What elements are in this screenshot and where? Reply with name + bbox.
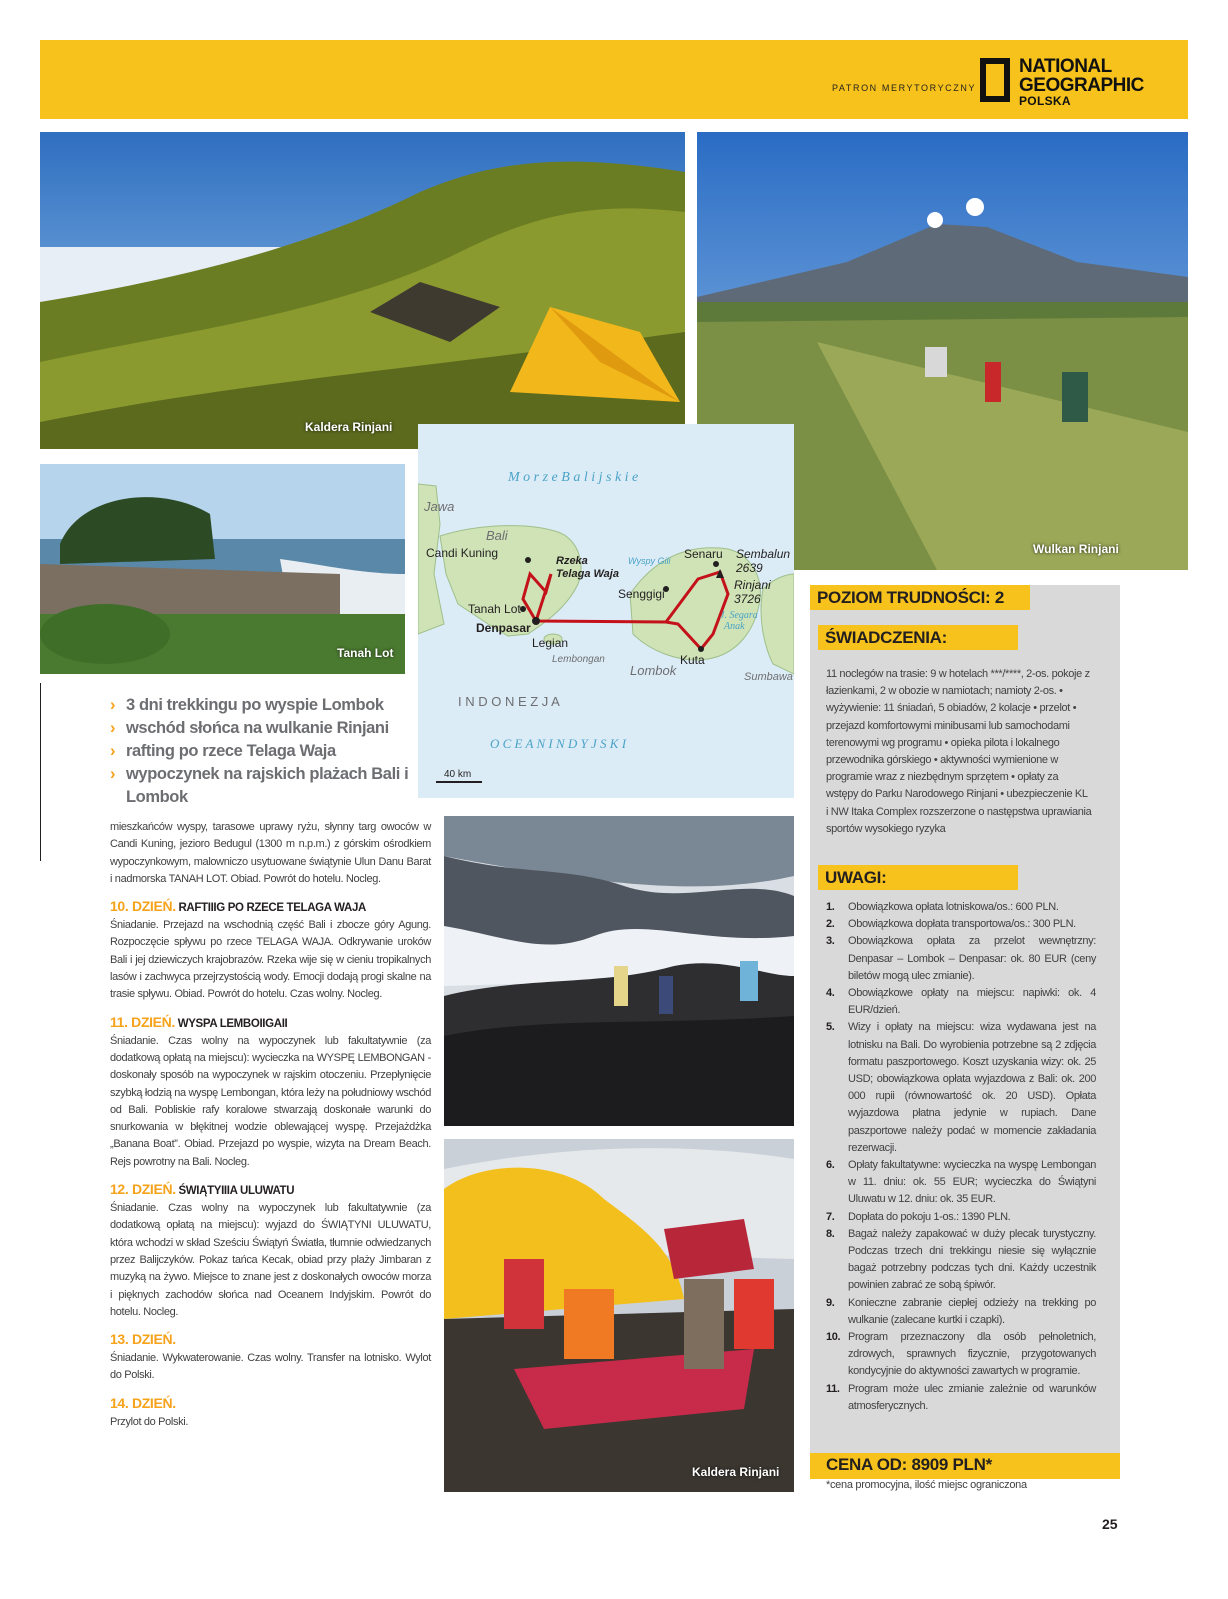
map-label-scale: 40 km bbox=[444, 769, 472, 780]
map-label-candi: Candi Kuning bbox=[426, 546, 499, 560]
map-label-senaru: Senaru bbox=[684, 547, 723, 561]
uwagi-number: 4. bbox=[826, 987, 835, 1000]
highlight-item bbox=[110, 740, 410, 763]
day-number: 13. DZIEŃ. bbox=[110, 1331, 176, 1348]
uwagi-text: Obowiązkowa dopłata transportowa/os.: 300 PLN. bbox=[848, 918, 1076, 931]
highlight-item bbox=[110, 717, 410, 740]
page-number: 25 bbox=[1102, 1516, 1118, 1532]
uwagi-text: Obowiązkowe opłaty na miejscu: napiwki: ok. 4 EUR/dzień. bbox=[848, 987, 1096, 1017]
photo-tanah-lot bbox=[40, 464, 405, 674]
uwagi-text: Konieczne zabranie ciepłej odzieży na trekking po wulkanie (zalecane kurtki i czapki). bbox=[848, 1296, 1096, 1326]
swiadczenia-text: 11 noclegów na trasie: 9 w hotelach ***/****, 2-os. pokoje z łazienkami, 2 w obozie w namiotach; namioty 2-os. • wyżywienie: 11 śniadań, 5 obiadów, 2 kolacje • przelot • przejazd komfortowymi minibusami lub samochodami terenowymi wg programu • opieka pilota i lokalnego przewodnika górskiego • aktywności wymienione w programie wraz z niezbędnym sprzętem • opłaty za wstępy do Parku Narodowego Rinjani • ubezpieczenie KL i NW Itaka Complex rozszerzone o następstwa uprawiania sportów wysokiego ryzyka bbox=[826, 668, 1092, 835]
uwagi-item bbox=[826, 1209, 1096, 1226]
caption-wulkan-rinjani: Wulkan Rinjani bbox=[1033, 542, 1119, 556]
day-10-body: Śniadanie. Przejazd na wschodnią część Bali i zbocze góry Agung. Rozpoczęcie spływu po rzece TELAGA WAJA. Odkrywanie uroków Bali i jej dziewiczych krajobrazów. Rzeka wije się w cieniu tropikalnych lasów i zachwyca przejrzystością wody. Emocji dodają progi skalne na trasie spływu. Obiad. Powrót do hotelu. Czas wolny. Nocleg. bbox=[110, 919, 431, 1001]
map-label-rzeka2: Telaga Waja bbox=[556, 568, 619, 580]
national-geographic-logo-frame bbox=[980, 58, 1010, 102]
uwagi-text: Opłaty fakultatywne: wycieczka na wyspę Lembongan w 11. dniu: ok. 55 EUR; wycieczka do Świątyni Uluwatu w 12. dniu: ok. 35 EUR. bbox=[848, 1159, 1096, 1206]
itinerary-column bbox=[110, 819, 431, 1431]
highlight-text: 3 dni trekkingu po wyspie Lombok bbox=[126, 696, 384, 714]
uwagi-item bbox=[826, 1019, 1096, 1157]
map-label-lembongan: Lembongan bbox=[552, 654, 605, 665]
caption-kaldera-rinjani-camp: Kaldera Rinjani bbox=[692, 1465, 780, 1479]
map-label-2639: 2639 bbox=[736, 561, 763, 575]
uwagi-number: 9. bbox=[826, 1296, 835, 1309]
uwagi-item bbox=[826, 1295, 1096, 1329]
uwagi-text: Obowiązkowa opłata lotniskowa/os.: 600 PLN. bbox=[848, 901, 1059, 913]
trip-highlights bbox=[110, 694, 410, 809]
highlight-item bbox=[110, 694, 410, 717]
chevron-right-icon: › bbox=[110, 696, 116, 714]
uwagi-text: Program może ulec zmianie zależnie od warunków atmosferycznych. bbox=[848, 1382, 1096, 1412]
caption-kaldera-rinjani: Kaldera Rinjani bbox=[305, 420, 393, 434]
map-label-lombok: Lombok bbox=[630, 663, 677, 678]
uwagi-number: 3. bbox=[826, 935, 835, 948]
map-label-sea: M o r z e B a l i j s k i e bbox=[508, 470, 639, 485]
uwagi-item bbox=[826, 899, 1096, 916]
day-14-heading bbox=[110, 1394, 431, 1414]
uwagi-text: Bagaż należy zapakować w duży plecak turystyczny. Podczas trzech dni trekkingu niesie się wyłącznie bagaż potrzebny podczas tych dni. Każdy uczestnik powinien zabrać ze sobą śpiwór. bbox=[848, 1227, 1096, 1292]
route-map bbox=[418, 424, 794, 798]
uwagi-text: Program przeznaczony dla osób pełnoletnich, zdrowych, sprawnych fizycznie, przygotowanych kondycyjnie do aktywności zawartych w programie. bbox=[848, 1331, 1096, 1378]
highlight-text: rafting po rzece Telaga Waja bbox=[126, 742, 336, 760]
day-number: 11. DZIEŃ. bbox=[110, 1013, 175, 1030]
intro-paragraph: mieszkańców wyspy, tarasowe uprawy ryżu, słynny targ owoców w Candi Kuning, jezioro Bedugul (1300 m n.p.m.) z górskim ośrodkiem wypoczynkowym, malowniczo usytuowane świątynie Ulun Danu Barat i nadmorska TANAH LOT. Obiad. Powrót do hotelu. Nocleg. bbox=[110, 821, 431, 885]
uwagi-number: 11. bbox=[826, 1382, 840, 1395]
map-label-sembalun: Sembalun bbox=[736, 547, 791, 561]
day-13-heading bbox=[110, 1330, 431, 1350]
map-label-segara1: J. Segara bbox=[720, 610, 758, 621]
photo-camp-yellow-tents bbox=[444, 1139, 794, 1492]
patron-label: PATRON MERYTORYCZNY bbox=[832, 83, 977, 93]
uwagi-list bbox=[826, 899, 1096, 1415]
uwagi-text: Obowiązkowa opłata za przelot wewnętrzny: Denpasar – Lombok – Denpasar: ok. 80 EUR (ceny biletów mogą ulec zmianie). bbox=[848, 935, 1096, 982]
highlight-text: wschód słońca na wulkanie Rinjani bbox=[126, 719, 389, 737]
map-label-ocean: O C E A N I N D Y J S K I bbox=[490, 736, 627, 751]
chevron-right-icon: › bbox=[110, 742, 116, 760]
day-10-heading bbox=[110, 897, 431, 917]
day-14-body: Przylot do Polski. bbox=[110, 1415, 189, 1428]
logo-line-1: NATIONAL bbox=[1019, 56, 1112, 77]
photo-kaldera-rinjani-tents bbox=[40, 132, 685, 449]
map-label-jawa: Jawa bbox=[424, 499, 455, 514]
swiadczenia-heading: ŚWIADCZENIA: bbox=[818, 625, 1018, 650]
uwagi-number: 5. bbox=[826, 1021, 835, 1034]
day-title: WYSPA LEMBOIIGAII bbox=[177, 1017, 288, 1030]
map-label-sumbawa: Sumbawa bbox=[744, 671, 793, 683]
map-label-tanah: Tanah Lot bbox=[468, 602, 521, 616]
uwagi-text: Wizy i opłaty na miejscu: wiza wydawana jest na lotnisku na Bali. Do wyrobienia potrzebne są 2 zdjęcia formatu paszportowego. Koszt uzyskania wizy: ok. 25 USD; obowiązkowa opłata wyjazdowa z Bali: ok. 200 000 rupii (równowartość ok. 20 USD). Opłata wyjazdowa płatna jedynie w rupiach. Dane paszportowe należy podać w momencie zakładania rezerwacji. bbox=[848, 1021, 1096, 1154]
map-label-bali: Bali bbox=[486, 528, 508, 543]
uwagi-number: 7. bbox=[826, 1210, 835, 1223]
uwagi-item bbox=[826, 985, 1096, 1019]
uwagi-item bbox=[826, 1381, 1096, 1415]
uwagi-heading: UWAGI: bbox=[818, 865, 1018, 890]
map-label-wyspy: Wyspy Gili bbox=[628, 556, 671, 566]
uwagi-number: 2. bbox=[826, 918, 835, 931]
map-label-senggigi: Senggigi bbox=[618, 587, 665, 601]
map-label-kuta: Kuta bbox=[680, 653, 705, 667]
highlight-item bbox=[110, 763, 410, 809]
header-bar bbox=[40, 40, 1188, 119]
uwagi-number: 10. bbox=[826, 1331, 841, 1344]
uwagi-item bbox=[826, 933, 1096, 985]
day-11-body: Śniadanie. Czas wolny na wypoczynek lub fakultatywnie (za dodatkową opłatą na miejscu): wycieczka na WYSPĘ LEMBONGAN - doskonały sposób na wypoczynek w rajskim otoczeniu. Przepłynięcie szybką łodzią na wyspę Lembongan, która leży na południowy wschód od Bali. Pobliskie rafy koralowe stwarzają doskonałe warunki do snurkowania w błękitnej wodzie oblewającej wyspę. Przejażdżka „Banana Boat”. Obiad. Przejazd po wyspie, wizyta na Dream Beach. Rejs powrotny na Bali. Nocleg. bbox=[110, 1034, 431, 1168]
left-rule bbox=[40, 683, 41, 861]
map-label-denpasar: Denpasar bbox=[476, 621, 531, 635]
photo-kaldera-hikers bbox=[444, 816, 794, 1126]
chevron-right-icon: › bbox=[110, 765, 116, 783]
uwagi-item bbox=[826, 1226, 1096, 1295]
day-number: 12. DZIEŃ. bbox=[110, 1181, 176, 1198]
map-label-rzeka1: Rzeka bbox=[556, 555, 588, 567]
uwagi-item bbox=[826, 1329, 1096, 1381]
chevron-right-icon: › bbox=[110, 719, 116, 737]
day-11-heading bbox=[110, 1013, 431, 1033]
uwagi-text: Dopłata do pokoju 1-os.: 1390 PLN. bbox=[848, 1210, 1011, 1223]
day-12-body: Śniadanie. Czas wolny na wypoczynek lub fakultatywnie (za dodatkową opłatą na miejscu): wyjazd do ŚWIĄTYNI ULUWATU, która wchodzi w skład Sześciu Świątyń Światła, tłumnie odwiedzanych przez Balijczyków. Pokaz tańca Kecak, obiad przy plaży Jimbaran z muzyką na żywo. Miejsce to znane jest z doskonałych owoców morza i pięknych zachodów słońca nad Oceanem Indyjskim. Powrót do hotelu. Nocleg. bbox=[110, 1202, 431, 1318]
caption-tanah-lot: Tanah Lot bbox=[337, 646, 394, 660]
day-number: 14. DZIEŃ. bbox=[110, 1394, 176, 1411]
map-label-legian: Legian bbox=[532, 636, 569, 650]
map-label-segara2: Anak bbox=[724, 621, 745, 632]
day-13-body: Śniadanie. Wykwaterowanie. Czas wolny. Transfer na lotnisko. Wylot do Polski. bbox=[110, 1352, 431, 1382]
price: CENA OD: 8909 PLN* bbox=[826, 1455, 992, 1474]
day-title: ŚWIĄTYIIIA ULUWATU bbox=[178, 1185, 295, 1198]
uwagi-item bbox=[826, 916, 1096, 933]
difficulty-level: POZIOM TRUDNOŚCI: 2 bbox=[810, 585, 1030, 610]
uwagi-number: 6. bbox=[826, 1159, 835, 1172]
logo-line-2: GEOGRAPHIC bbox=[1019, 75, 1144, 96]
uwagi-number: 1. bbox=[826, 901, 835, 913]
national-geographic-logo bbox=[1019, 57, 1144, 107]
map-label-3726: 3726 bbox=[734, 592, 761, 606]
price-note: *cena promocyjna, ilość miejsc ograniczona bbox=[826, 1479, 1027, 1491]
day-number: 10. DZIEŃ. bbox=[110, 898, 176, 915]
map-label-indonezja: I N D O N E Z J A bbox=[458, 694, 560, 709]
map-label-rinjani: Rinjani bbox=[734, 578, 771, 592]
logo-line-3: POLSKA bbox=[1019, 94, 1071, 108]
uwagi-item bbox=[826, 1157, 1096, 1209]
day-12-heading bbox=[110, 1180, 431, 1200]
day-title: RAFTIIIG PO RZECE TELAGA WAJA bbox=[178, 902, 366, 915]
highlight-text: wypoczynek na rajskich plażach Bali i Lombok bbox=[126, 765, 409, 806]
uwagi-number: 8. bbox=[826, 1227, 835, 1240]
